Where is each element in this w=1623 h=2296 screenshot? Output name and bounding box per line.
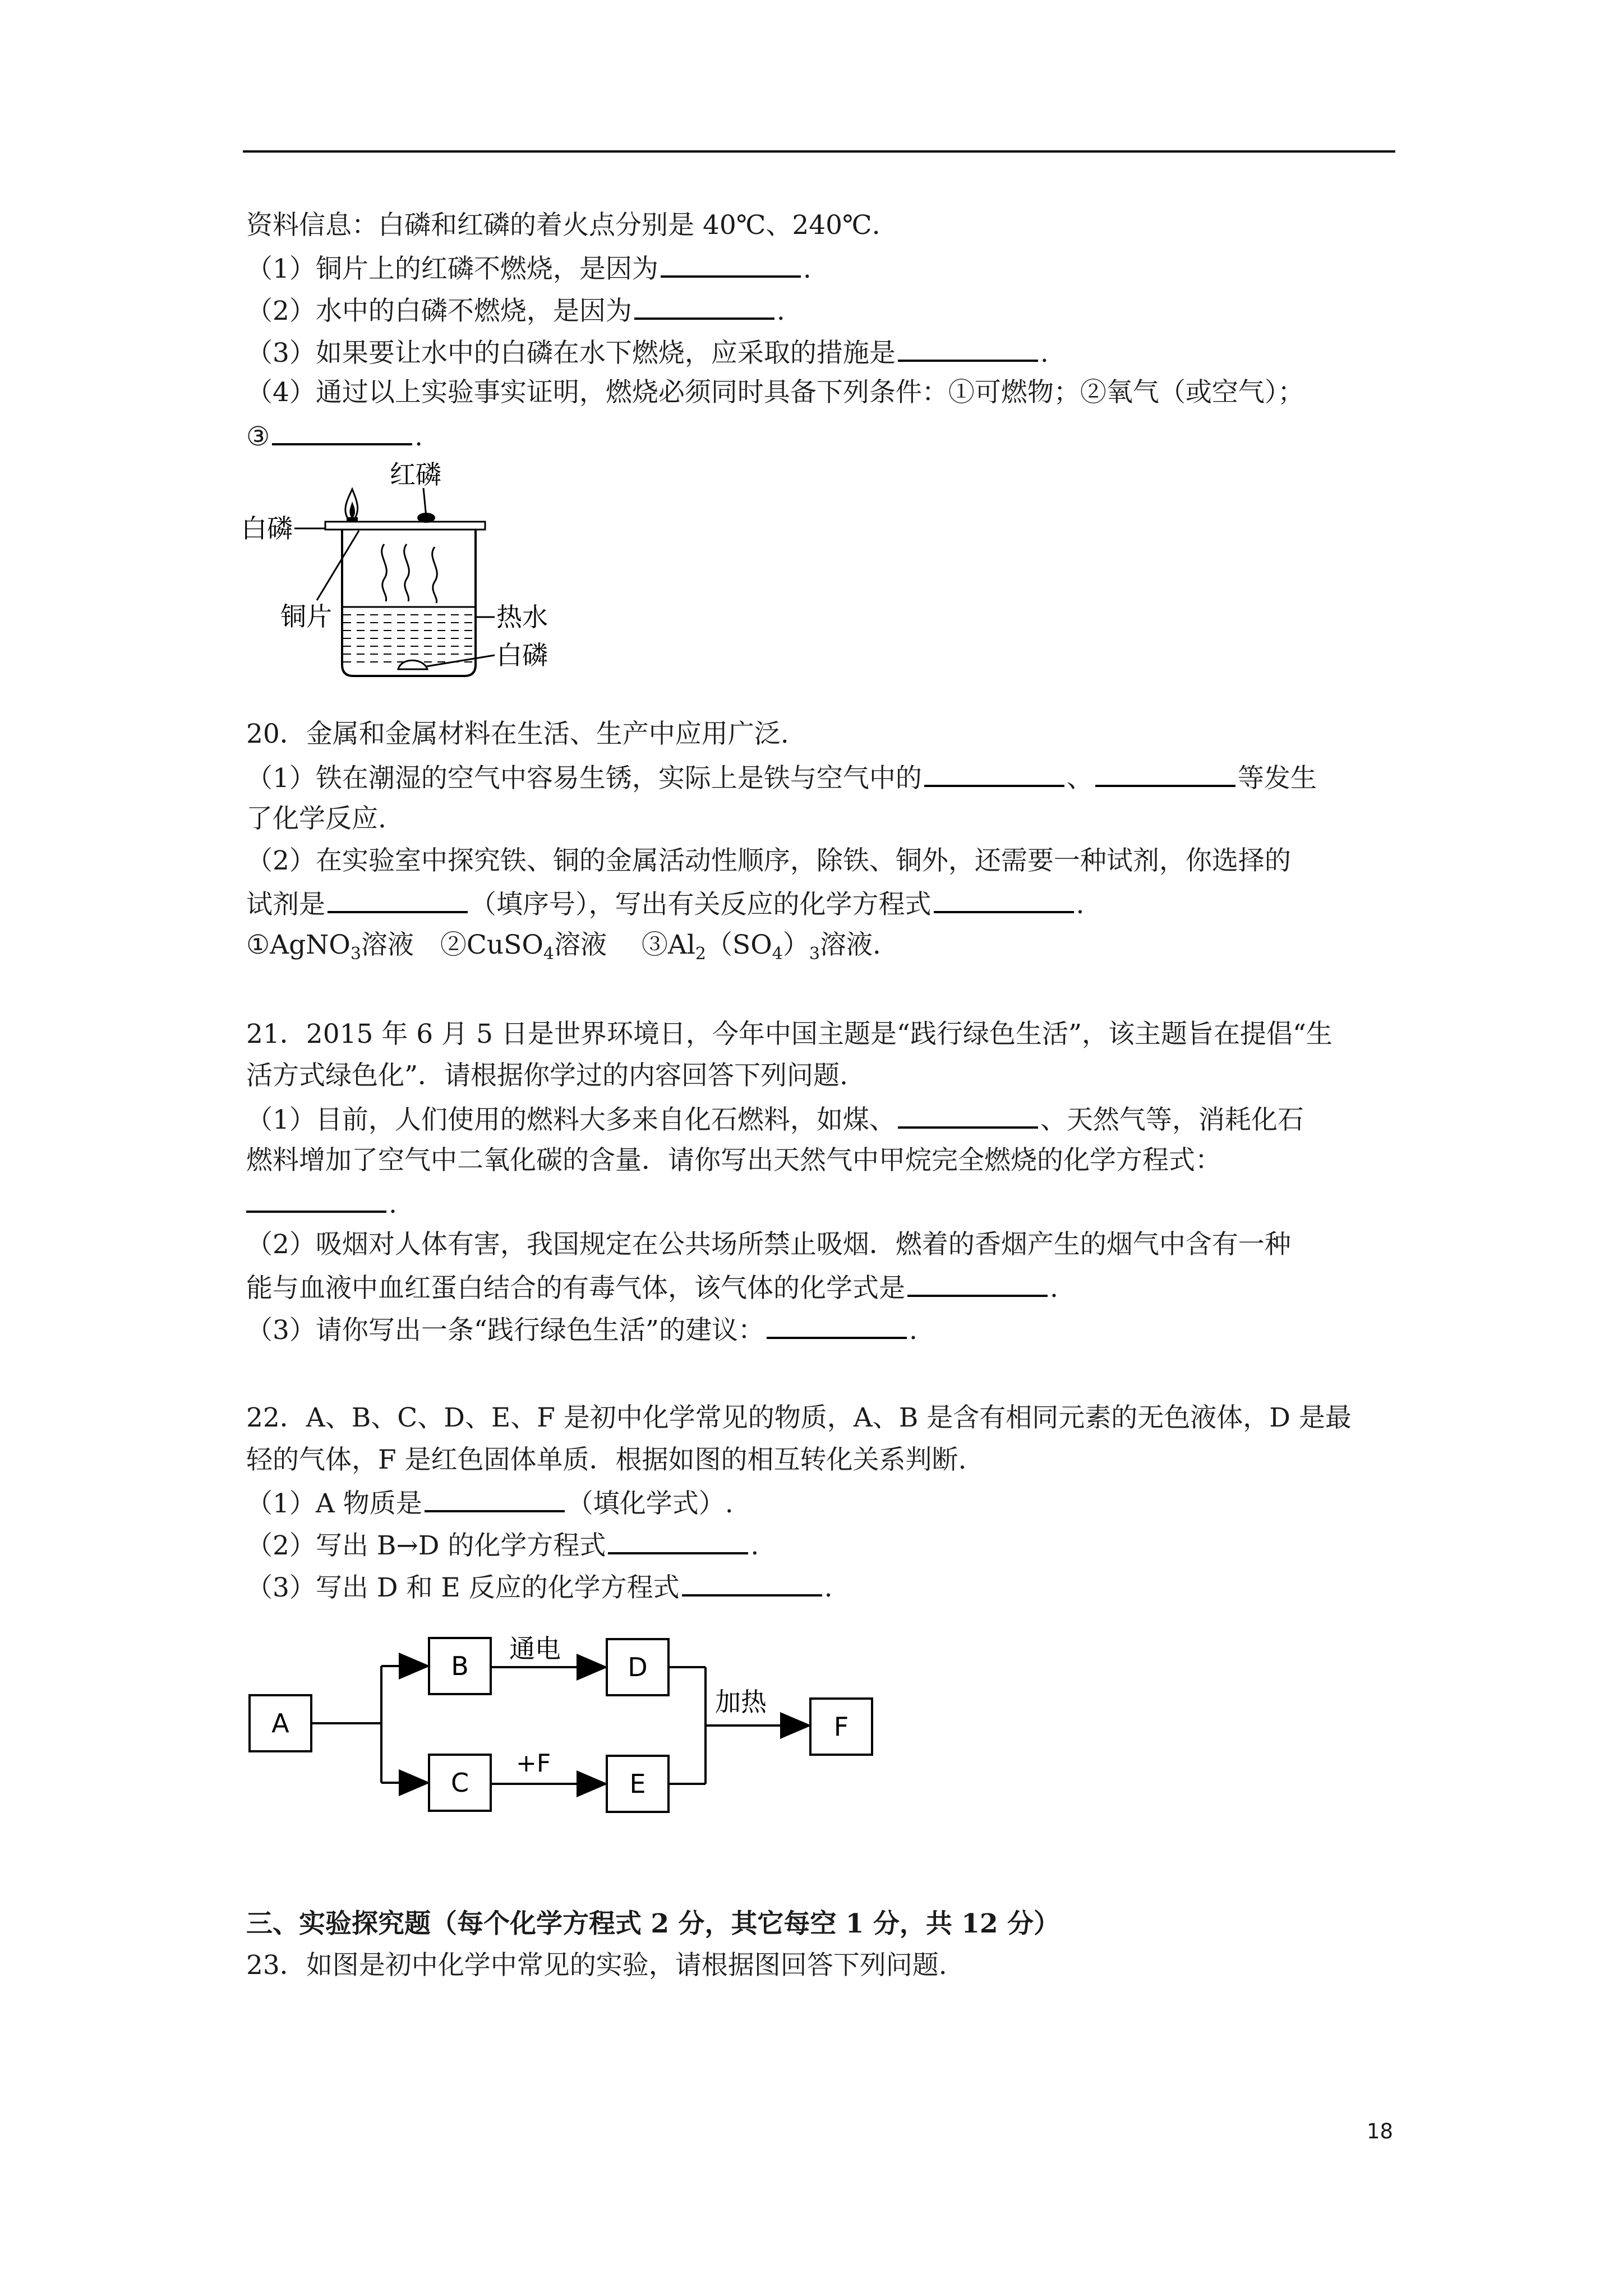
answer-blank[interactable] — [634, 293, 774, 320]
label-red-phosphorus: 红磷 — [390, 459, 441, 490]
q23-stem: 23．如图是初中化学中常见的实验，请根据图回答下列问题. — [246, 1950, 947, 1981]
q21-part1-line1: （1）目前，人们使用的燃料大多来自化石燃料，如煤、 、天然气等，消耗化石 — [246, 1102, 1304, 1137]
q20-stem: 20．金属和金属材料在生活、生产中应用广泛. — [246, 719, 789, 749]
label-plus-f: +F — [516, 1749, 551, 1778]
answer-blank[interactable] — [425, 1485, 565, 1512]
q21-part3: （3）请你写出一条“践行绿色生活”的建议： . — [246, 1312, 917, 1347]
q21-part2-line2: 能与血液中血红蛋白结合的有毒气体，该气体的化学式是 . — [246, 1270, 1058, 1305]
label-heating: 加热 — [715, 1687, 767, 1717]
svg-text:D: D — [628, 1652, 648, 1682]
label-white-phosphorus-top: 白磷 — [241, 513, 293, 544]
answer-blank[interactable] — [907, 1270, 1048, 1297]
label-electrolysis: 通电 — [509, 1634, 561, 1664]
q19-info: 资料信息：白磷和红磷的着火点分别是 40℃、240℃. — [246, 210, 880, 241]
q20-part2-line2: 试剂是 （填序号），写出有关反应的化学方程式 . — [246, 886, 1084, 922]
section3-title: 三、实验探究题（每个化学方程式 2 分，其它每空 1 分，共 12 分） — [246, 1908, 1060, 1939]
q22-part1: （1）A 物质是 （填化学式）. — [246, 1485, 734, 1521]
answer-blank[interactable] — [328, 886, 468, 913]
q19-part4-line2: ③ . — [246, 418, 423, 454]
copper-plate — [325, 522, 485, 530]
phosphorus-combustion-figure — [241, 454, 555, 690]
label-copper-plate: 铜片 — [280, 601, 332, 632]
svg-text:E: E — [629, 1769, 646, 1799]
answer-blank[interactable] — [898, 335, 1038, 362]
answer-blank[interactable] — [1095, 760, 1235, 787]
answer-blank[interactable] — [898, 1102, 1038, 1129]
transformation-diagram — [241, 1627, 886, 1829]
header-rule — [243, 150, 1395, 153]
q20-part2-line1: （2）在实验室中探究铁、铜的金属活动性顺序，除铁、铜外，还需要一种试剂，你选择的 — [246, 845, 1291, 876]
q20-part1-line1: （1）铁在潮湿的空气中容易生锈，实际上是铁与空气中的 、 等发生 — [246, 760, 1317, 795]
svg-text:B: B — [451, 1651, 469, 1681]
answer-blank[interactable] — [272, 418, 412, 445]
answer-blank[interactable] — [608, 1527, 748, 1554]
svg-text:C: C — [450, 1768, 469, 1798]
label-hot-water: 热水 — [496, 602, 548, 632]
q22-line1: 22．A、B、C、D、E、F 是初中化学常见的物质，A、B 是含有相同元素的无色液体，D 是最 — [246, 1402, 1352, 1433]
answer-blank[interactable] — [767, 1312, 907, 1339]
q19-part2: （2）水中的白磷不燃烧，是因为 . — [246, 293, 785, 328]
q22-line2: 轻的气体，F 是红色固体单质．根据如图的相互转化关系判断. — [246, 1444, 967, 1475]
answer-blank[interactable] — [934, 886, 1074, 913]
q21-part1-line2: 燃料增加了空气中二氧化碳的含量．请你写出天然气中甲烷完全燃烧的化学方程式： — [246, 1145, 1221, 1176]
answer-blank[interactable] — [682, 1570, 822, 1596]
q19-part1: （1）铜片上的红磷不燃烧，是因为 . — [246, 251, 811, 286]
q20-part1-line2: 了化学反应. — [246, 803, 386, 834]
page-number: 18 — [1367, 2119, 1394, 2143]
q21-line1: 21．2015 年 6 月 5 日是世界环境日，今年中国主题是“践行绿色生活”，该主题旨在提倡“生 — [246, 1019, 1333, 1050]
q21-line2: 活方式绿色化”．请根据你学过的内容回答下列问题. — [246, 1060, 848, 1091]
answer-blank[interactable] — [246, 1186, 386, 1213]
svg-text:A: A — [271, 1708, 289, 1738]
label-white-phosphorus-bottom: 白磷 — [496, 640, 548, 670]
answer-blank[interactable] — [661, 251, 801, 278]
q21-part2-line1: （2）吸烟对人体有害，我国规定在公共场所禁止吸烟．燃着的香烟产生的烟气中含有一种 — [246, 1229, 1291, 1260]
red-phosphorus-lump — [417, 513, 435, 523]
q19-part3: （3）如果要让水中的白磷在水下燃烧，应采取的措施是 . — [246, 335, 1049, 370]
q21-part1-line3: . — [246, 1186, 397, 1221]
q20-options: ①AgNO$_3$溶液 ②CuSO$_4$溶液 $③Al_2(SO_4)_3$溶液. — [246, 930, 881, 964]
svg-text:F: F — [833, 1711, 849, 1742]
q22-part3: （3）写出 D 和 E 反应的化学方程式 . — [246, 1570, 833, 1605]
q19-part4-line1: （4）通过以上实验事实证明，燃烧必须同时具备下列条件：①可燃物；②氧气（或空气）； — [246, 377, 1304, 408]
q22-part2: （2）写出 B→D 的化学方程式 . — [246, 1527, 759, 1563]
answer-blank[interactable] — [924, 760, 1064, 787]
